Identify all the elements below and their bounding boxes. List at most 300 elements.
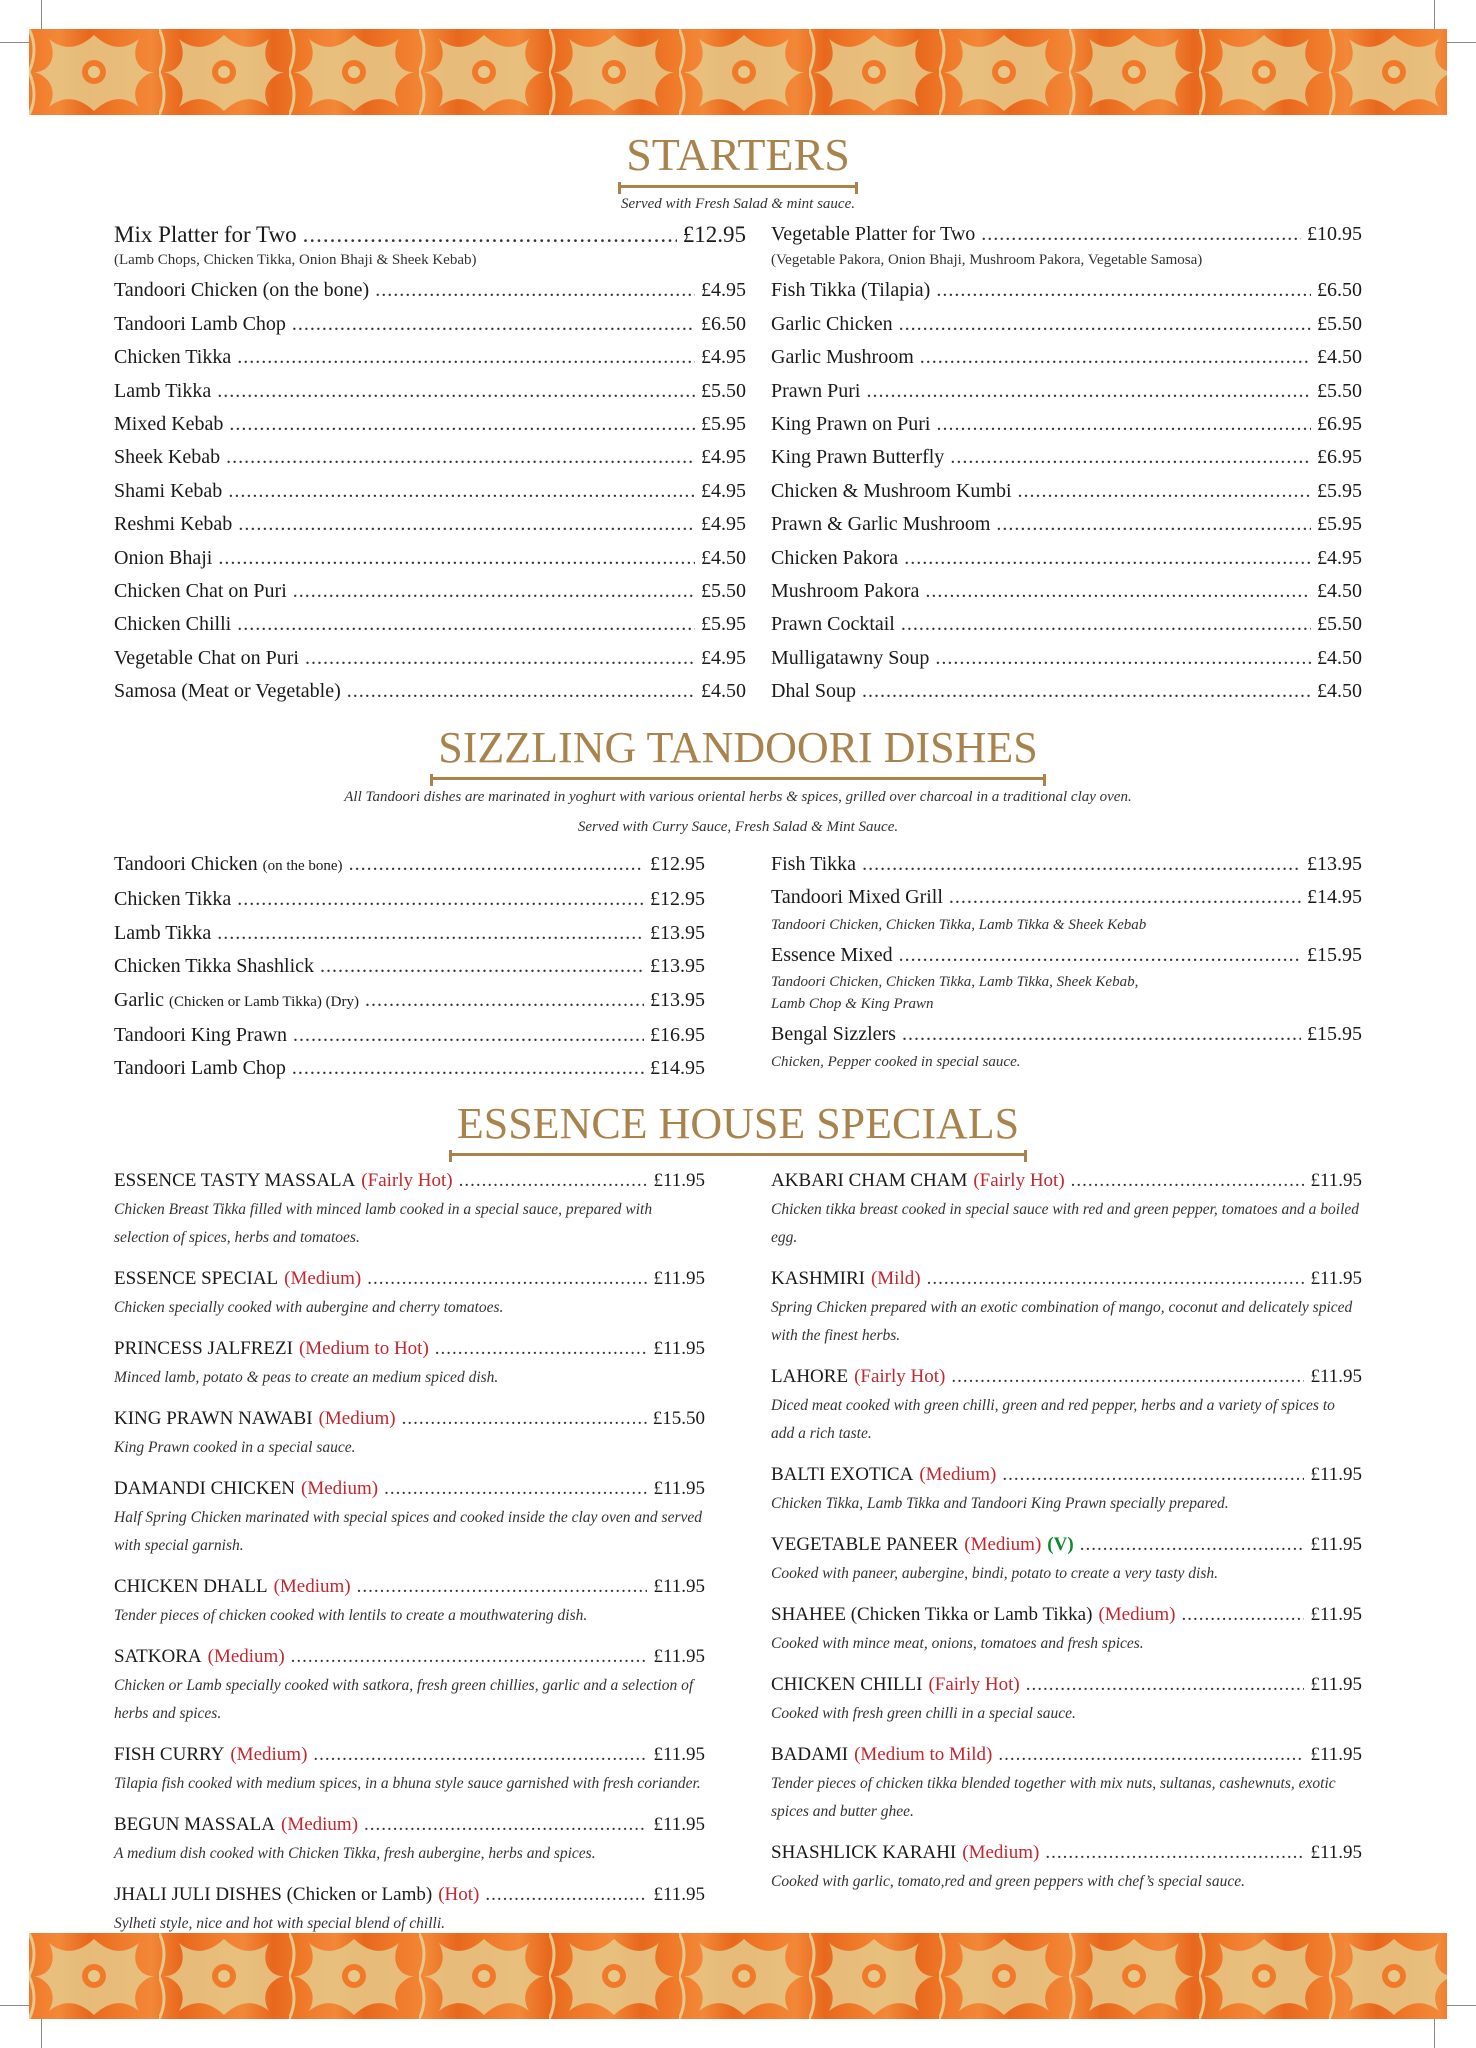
tandoori-title [0,722,1476,780]
menu-item[interactable] [771,441,1362,474]
item-name: Garlic Mushroom [771,346,914,369]
dot-leader [375,274,695,307]
item-description: Sylheti style, nice and hot with special blend of chilli. [114,1915,446,1932]
menu-item[interactable] [114,308,746,341]
dot-leader [293,575,695,608]
dot-leader [981,218,1301,251]
special-item [114,1572,705,1630]
dot-leader [291,1642,648,1672]
item-name: BEGUN MASSALA [114,1814,275,1835]
item-price: £13.95 [1307,853,1362,875]
item-name: Mixed Kebab [114,413,224,436]
dot-leader [1045,1838,1304,1868]
item-price: £4.95 [701,479,746,502]
item-name: SHAHEE (Chicken Tikka or Lamb Tikka) [771,1604,1093,1625]
item-price: £4.50 [1317,346,1362,369]
menu-item[interactable] [114,508,746,541]
heat-level: (Hot) [438,1884,480,1905]
tandoori-subtitle-1: All Tandoori dishes are marinated in yoghurt with various oriental herbs & spices, grilled over charcoal in a traditional clay oven. [344,789,1132,805]
dot-leader [902,1018,1301,1051]
item-price: £4.50 [701,546,746,569]
menu-item[interactable] [114,475,746,508]
item-name: Chicken Chilli [114,613,232,636]
menu-item[interactable] [771,542,1362,575]
dot-leader [364,1810,647,1840]
menu-item[interactable] [114,1572,705,1602]
item-price: £14.95 [1307,886,1362,909]
dot-leader [218,542,695,575]
menu-item[interactable] [114,375,746,408]
item-price: £11.95 [653,1576,705,1597]
menu-item[interactable] [114,917,705,950]
item-price: £11.95 [1310,1366,1362,1387]
ornament-pattern [29,29,1447,115]
menu-item[interactable] [771,1264,1362,1294]
item-name: King Prawn on Puri [771,413,931,436]
dot-leader [226,441,695,474]
menu-item[interactable] [114,408,746,441]
dot-leader [292,1052,644,1085]
menu-item[interactable] [114,1334,705,1364]
item-price: £4.50 [1317,580,1362,603]
starters-title [0,128,1476,188]
vegetarian-mark: (V) [1047,1534,1074,1555]
item-name: Dhal Soup [771,680,856,703]
menu-item[interactable] [114,1740,705,1770]
menu-item[interactable] [114,341,746,374]
dot-leader [349,848,644,881]
heat-level: (Medium) [281,1814,359,1835]
item-price: £4.95 [701,513,746,536]
menu-item[interactable] [114,950,705,983]
menu-item[interactable] [114,848,705,883]
item-name: VEGETABLE PANEER [771,1534,959,1555]
dot-leader [904,542,1311,575]
special-item [114,1334,705,1392]
item-price: £12.95 [650,853,705,875]
item-name: Lamb Tikka [114,921,212,944]
dot-leader [237,883,644,916]
special-item [771,1530,1362,1588]
item-price: £5.50 [701,580,746,603]
item-description: Chicken specially cooked with aubergine and cherry tomatoes. [114,1299,504,1316]
menu-item[interactable] [114,441,746,474]
crop-mark [41,2018,42,2048]
item-description: Tender pieces of chicken tikka blended together with mix nuts, sultanas, cashewnuts, exotic spices and butter ghee. [771,1775,1336,1820]
item-description: Cooked with mince meat, onions, tomatoes and fresh spices. [771,1635,1144,1652]
item-name: Chicken Pakora [771,546,899,569]
crop-mark [0,2005,30,2006]
item-price: £4.95 [701,646,746,669]
item-price: £5.95 [701,613,746,636]
item-price: £16.95 [650,1024,705,1047]
menu-item[interactable] [114,1474,705,1504]
item-name: Vegetable Chat on Puri [114,646,299,669]
dot-leader [1018,475,1311,508]
item-name: Garlic [114,988,164,1011]
menu-item[interactable] [771,575,1362,608]
menu-item[interactable] [771,408,1362,441]
item-price: £11.95 [653,1478,705,1499]
menu-item[interactable] [771,375,1362,408]
item-note: Chicken, Pepper cooked in special sauce. [771,1053,1021,1070]
item-name: King Prawn Butterfly [771,446,945,469]
special-item [771,1362,1362,1448]
item-price: £4.95 [701,446,746,469]
item-description: A medium dish cooked with Chicken Tikka, fresh aubergine, herbs and spices. [114,1845,596,1862]
special-item [114,1404,705,1462]
dot-leader [293,1019,644,1052]
item-name: Fish Tikka (Tilapia) [771,279,931,302]
heat-level: (Fairly Hot) [854,1366,946,1387]
item-name: Garlic Chicken [771,312,893,335]
menu-item[interactable] [771,1838,1362,1868]
menu-item[interactable] [114,1642,705,1672]
dot-leader [899,308,1311,341]
heat-level: (Medium) [964,1534,1042,1555]
dot-leader [303,218,677,251]
item-price: £15.95 [1307,1023,1362,1046]
dot-leader [435,1334,648,1364]
item-note: Lamb Chop & King Prawn [771,996,934,1013]
menu-item[interactable] [771,308,1362,341]
dot-leader [866,375,1311,408]
menu-item[interactable] [114,218,746,251]
dot-leader [485,1880,647,1910]
item-price: £11.95 [653,1338,705,1359]
item-name: Tandoori Chicken (on the bone) [114,279,370,302]
menu-item[interactable] [114,1052,705,1085]
item-description: Chicken Tikka, Lamb Tikka and Tandoori King Prawn specially prepared. [771,1495,1229,1512]
menu-item[interactable] [771,848,1362,881]
item-price: £5.95 [701,413,746,436]
menu-item[interactable] [771,341,1362,374]
item-name: Tandoori King Prawn [114,1024,288,1047]
heat-level: (Medium) [207,1646,285,1667]
special-item [771,1740,1362,1826]
menu-item[interactable] [114,883,705,916]
heat-level: (Medium) [318,1408,396,1429]
item-description: Cooked with garlic, tomato,red and green peppers with chef’s special sauce. [771,1873,1245,1890]
item-price: £11.95 [653,1814,705,1835]
menu-item[interactable] [771,274,1362,307]
dot-leader [949,881,1301,914]
menu-item[interactable] [114,1166,705,1196]
menu-item[interactable] [771,1362,1362,1392]
item-name: Tandoori Mixed Grill [771,886,943,909]
menu-item[interactable] [114,1880,705,1910]
menu-item[interactable] [114,1019,705,1052]
item-price: £15.95 [1307,943,1362,966]
item-name: Prawn Puri [771,379,861,402]
item-note: (Lamb Chops, Chicken Tikka, Onion Bhaji & Sheek Kebab) [114,252,477,269]
heat-level: (Mild) [870,1268,921,1289]
item-name: Tandoori Chicken [114,853,258,875]
item-description: King Prawn cooked in a special sauce. [114,1439,356,1456]
dot-leader [996,508,1311,541]
menu-item[interactable] [114,675,746,708]
item-price: £12.95 [682,222,746,247]
dot-leader [1080,1530,1305,1560]
item-price: £6.50 [701,312,746,335]
dot-leader [347,675,695,708]
menu-item[interactable] [771,1166,1362,1196]
item-price: £11.95 [1310,1170,1362,1191]
item-name: Prawn & Garlic Mushroom [771,513,991,536]
item-name: PRINCESS JALFREZI [114,1338,293,1359]
menu-item[interactable] [771,475,1362,508]
item-name: Mix Platter for Two [114,222,297,247]
item-name: CHICKEN DHALL [114,1576,268,1597]
starters-subtitle: Served with Fresh Salad & mint sauce. [621,196,855,212]
menu-item[interactable] [114,274,746,307]
item-price: £11.95 [1310,1268,1362,1289]
heat-level: (Fairly Hot) [928,1674,1020,1695]
specials-left-column [114,1166,705,1950]
item-name: SATKORA [114,1646,202,1667]
heat-level: (Medium) [284,1268,362,1289]
item-name: Chicken Tikka [114,346,232,369]
special-item [114,1740,705,1798]
item-price: £10.95 [1307,223,1362,245]
item-description: Tender pieces of chicken cooked with lentils to create a mouthwatering dish. [114,1607,588,1624]
item-name: JHALI JULI DISHES (Chicken or Lamb) [114,1884,433,1905]
special-item [771,1166,1362,1252]
dot-leader [950,441,1311,474]
dot-leader [384,1474,647,1504]
specials-title-text: ESSENCE HOUSE SPECIALS [449,1098,1027,1156]
dot-leader [862,848,1301,881]
starters-title-text: STARTERS [618,128,858,188]
special-item [771,1264,1362,1350]
item-price: £11.95 [653,1744,705,1765]
dot-leader [229,408,695,441]
item-price: £11.95 [653,1884,705,1905]
special-item [114,1264,705,1322]
item-price: £4.95 [1317,546,1362,569]
special-item [114,1474,705,1560]
item-name: Tandoori Lamb Chop [114,1057,286,1080]
dot-leader [357,1572,648,1602]
tandoori-right-column [771,848,1362,1076]
item-name: Chicken & Mushroom Kumbi [771,479,1012,502]
item-note: (Vegetable Pakora, Onion Bhaji, Mushroom Pakora, Vegetable Samosa) [771,252,1203,269]
specials-title [0,1098,1476,1156]
item-price: £13.95 [650,921,705,944]
heat-level: (Medium) [1098,1604,1176,1625]
item-name: Onion Bhaji [114,546,213,569]
menu-item[interactable] [114,1404,705,1434]
item-description: Chicken Breast Tikka filled with minced lamb cooked in a special sauce, prepared with selection of spices, herbs and tomatoes. [114,1201,653,1246]
item-suffix: (Chicken or Lamb Tikka) (Dry) [168,993,359,1010]
menu-item[interactable] [114,642,746,675]
menu-item[interactable] [771,1600,1362,1630]
menu-item[interactable] [771,642,1362,675]
dot-leader [935,642,1311,675]
item-name: Chicken Chat on Puri [114,580,287,603]
item-price: £11.95 [1310,1604,1362,1625]
item-name: Bengal Sizzlers [771,1023,896,1046]
item-name: Essence Mixed [771,943,893,966]
heat-level: (Fairly Hot) [361,1170,453,1191]
item-description: Cooked with fresh green chilli in a special sauce. [771,1705,1076,1722]
item-price: £13.95 [650,988,705,1011]
menu-item[interactable] [114,1810,705,1840]
item-price: £5.50 [701,379,746,402]
item-name: Chicken Tikka Shashlick [114,955,315,978]
menu-item[interactable] [114,575,746,608]
item-price: £5.95 [1317,513,1362,536]
item-name: BADAMI [771,1744,849,1765]
dot-leader [367,1264,647,1294]
item-price: £4.50 [1317,646,1362,669]
special-item [771,1838,1362,1896]
item-price: £5.95 [1317,479,1362,502]
item-price: £11.95 [1310,1464,1362,1485]
item-price: £4.50 [701,680,746,703]
crop-mark [1434,0,1435,30]
item-price: £15.50 [652,1408,705,1429]
item-price: £5.50 [1317,379,1362,402]
item-name: ESSENCE TASTY MASSALA [114,1170,356,1191]
item-name: Chicken Tikka [114,888,232,911]
item-note: Tandoori Chicken, Chicken Tikka, Lamb Tikka & Sheek Kebab [771,916,1147,933]
item-name: Sheek Kebab [114,446,221,469]
menu-item[interactable] [771,1018,1362,1051]
special-item [114,1166,705,1252]
item-price: £11.95 [653,1646,705,1667]
menu-item[interactable] [114,1264,705,1294]
item-price: £11.95 [1310,1534,1362,1555]
dot-leader [292,308,695,341]
dot-leader [1181,1600,1304,1630]
special-item [114,1642,705,1728]
heat-level: (Fairly Hot) [973,1170,1065,1191]
item-price: £11.95 [1310,1842,1362,1863]
dot-leader [237,608,695,641]
item-description: Half Spring Chicken marinated with special spices and cooked inside the clay oven and served with special garnish. [114,1509,703,1554]
dot-leader [862,675,1311,708]
dot-leader [998,1740,1304,1770]
item-price: £11.95 [653,1268,705,1289]
item-name: ESSENCE SPECIAL [114,1268,279,1289]
heat-level: (Medium) [301,1478,379,1499]
item-price: £14.95 [650,1057,705,1080]
item-name: Lamb Tikka [114,379,212,402]
item-name: LAHORE [771,1366,849,1387]
heat-level: (Medium) [273,1576,351,1597]
item-price: £13.95 [650,955,705,978]
item-description: Diced meat cooked with green chilli, green and red pepper, herbs and a variety of spices to add a rich taste. [771,1397,1335,1442]
item-name: SHASHLICK KARAHI [771,1842,957,1863]
menu-item[interactable] [114,608,746,641]
dot-leader [920,341,1311,374]
bottom-ornament-band [29,1933,1447,2019]
menu-item[interactable] [771,508,1362,541]
item-price: £6.50 [1317,279,1362,302]
tandoori-title-text: SIZZLING TANDOORI DISHES [430,722,1045,780]
crop-mark [1434,2018,1435,2048]
item-description: Chicken tikka breast cooked in special sauce with red and green pepper, tomatoes and a boiled egg. [771,1201,1360,1246]
menu-item[interactable] [771,1460,1362,1490]
heat-level: (Medium to Mild) [854,1744,993,1765]
menu-item[interactable] [771,1530,1362,1560]
item-description: Spring Chicken prepared with an exotic combination of mango, coconut and delicately spiced with the finest herbs. [771,1299,1353,1344]
item-name: Tandoori Lamb Chop [114,312,286,335]
specials-right-column [771,1166,1362,1908]
tandoori-left-column [114,848,705,1086]
item-price: £11.95 [653,1170,705,1191]
item-name: FISH CURRY [114,1744,225,1765]
special-item [114,1810,705,1868]
item-price: £12.95 [650,888,705,911]
dot-leader [237,341,695,374]
item-price: £11.95 [1310,1744,1362,1765]
dot-leader [365,984,644,1017]
item-price: £5.50 [1317,613,1362,636]
item-name: Reshmi Kebab [114,513,233,536]
item-name: Mushroom Pakora [771,580,920,603]
item-note: Tandoori Chicken, Chicken Tikka, Lamb Tikka, Sheek Kebab, [771,974,1139,991]
item-name: Vegetable Platter for Two [771,223,976,245]
heat-level: (Medium) [919,1464,997,1485]
dot-leader [936,274,1311,307]
item-price: £4.50 [1317,680,1362,703]
menu-item[interactable] [771,608,1362,641]
item-name: CHICKEN CHILLI [771,1674,923,1695]
menu-item[interactable] [771,881,1362,914]
item-description: Chicken or Lamb specially cooked with satkora, fresh green chillies, garlic and a selection of herbs and spices. [114,1677,694,1722]
starters-right-column [771,218,1362,709]
heat-level: (Medium) [230,1744,308,1765]
item-description: Minced lamb, potato & peas to create an medium spiced dish. [114,1369,499,1386]
dot-leader [217,917,644,950]
dot-leader [901,608,1311,641]
menu-item[interactable] [114,984,705,1019]
menu-item[interactable] [771,675,1362,708]
item-price: £6.95 [1317,446,1362,469]
crop-mark [41,0,42,30]
dot-leader [925,575,1311,608]
item-suffix: (on the bone) [262,858,343,874]
item-name: KASHMIRI [771,1268,865,1289]
menu-item[interactable] [114,542,746,575]
item-name: DAMANDI CHICKEN [114,1478,296,1499]
heat-level: (Medium) [962,1842,1040,1863]
item-price: £4.95 [701,279,746,302]
dot-leader [320,950,644,983]
dot-leader [313,1740,647,1770]
menu-item[interactable] [771,939,1362,972]
dot-leader [951,1362,1304,1392]
item-price: £6.95 [1317,413,1362,436]
menu-item[interactable] [771,1670,1362,1700]
special-item [771,1600,1362,1658]
dot-leader [1026,1670,1305,1700]
item-name: AKBARI CHAM CHAM [771,1170,968,1191]
item-price: £5.50 [1317,312,1362,335]
menu-item[interactable] [771,218,1362,251]
dot-leader [402,1404,647,1434]
dot-leader [238,508,695,541]
dot-leader [217,375,695,408]
dot-leader [899,939,1301,972]
tandoori-subtitle-2: Served with Curry Sauce, Fresh Salad & Mint Sauce. [577,819,899,835]
heat-level: (Medium to Hot) [298,1338,429,1359]
starters-left-column [114,218,746,709]
menu-item[interactable] [771,1740,1362,1770]
dot-leader [228,475,695,508]
